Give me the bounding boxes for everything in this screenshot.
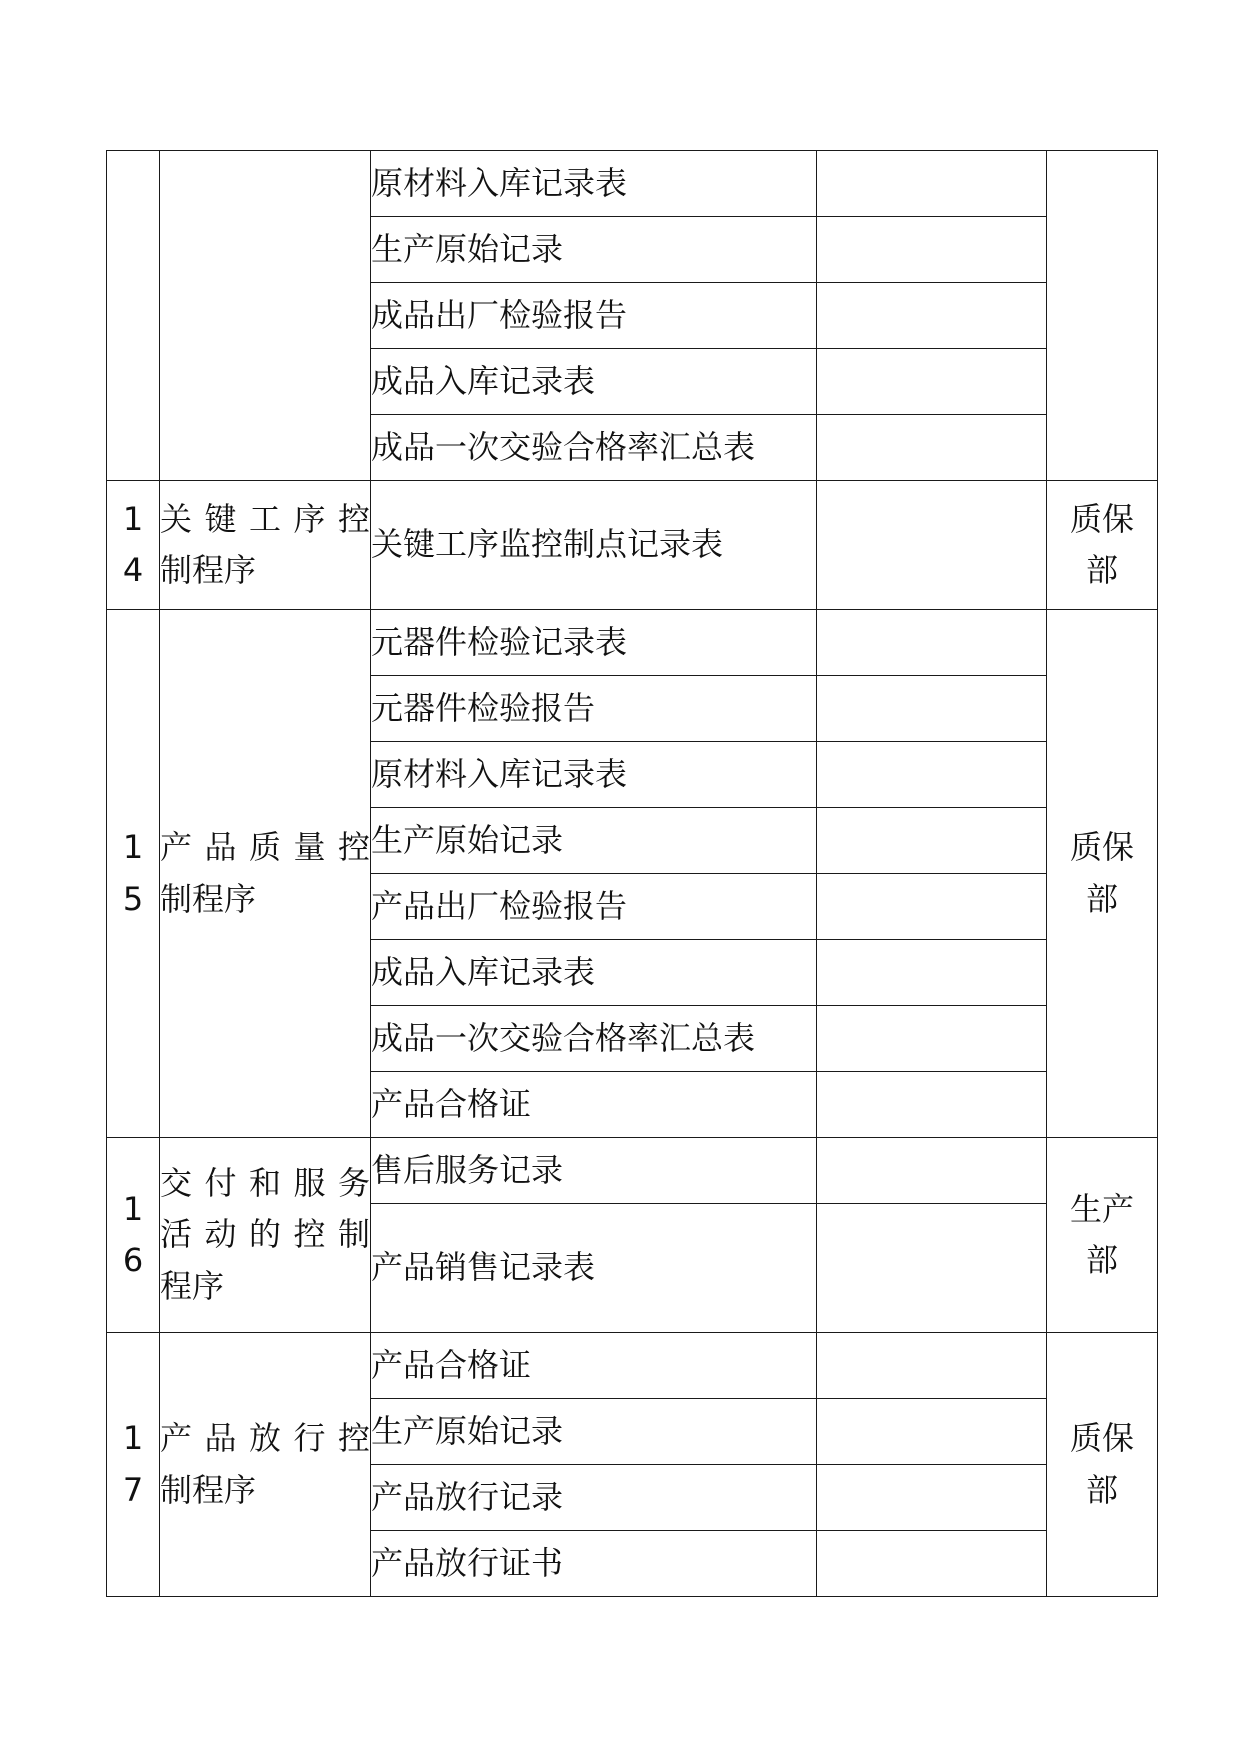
blank-cell <box>817 217 1047 283</box>
procedure-name <box>160 610 371 1138</box>
blank-cell <box>817 940 1047 1006</box>
record-name: 原材料入库记录表 <box>371 151 817 217</box>
blank-cell <box>817 1531 1047 1597</box>
blank-cell <box>817 151 1047 217</box>
blank-cell <box>817 610 1047 676</box>
record-name: 成品一次交验合格率汇总表 <box>371 415 817 481</box>
blank-cell <box>817 1399 1047 1465</box>
procedure-name <box>160 1138 371 1333</box>
blank-cell <box>817 481 1047 610</box>
procedure-line: 活动的控制 <box>160 1215 370 1254</box>
procedure-line: 制程序 <box>160 879 257 918</box>
blank-cell <box>817 1006 1047 1072</box>
record-name: 成品一次交验合格率汇总表 <box>371 1006 817 1072</box>
record-name: 售后服务记录 <box>371 1138 817 1204</box>
responsible-dept <box>1047 151 1158 481</box>
record-name: 产品销售记录表 <box>371 1204 817 1333</box>
table-row <box>107 610 1158 676</box>
blank-cell <box>817 742 1047 808</box>
procedure-line: 制程序 <box>160 1470 257 1509</box>
record-name: 生产原始记录 <box>371 217 817 283</box>
responsible-dept: 质保 部 <box>1047 610 1158 1138</box>
record-name: 产品合格证 <box>371 1072 817 1138</box>
blank-cell <box>817 676 1047 742</box>
table-row <box>107 1333 1158 1399</box>
record-name: 产品合格证 <box>371 1333 817 1399</box>
procedure-name <box>160 151 371 481</box>
records-table <box>106 150 1158 1597</box>
responsible-dept: 生产 部 <box>1047 1138 1158 1333</box>
record-name: 生产原始记录 <box>371 1399 817 1465</box>
item-number: 1 4 <box>107 481 160 610</box>
blank-cell <box>817 874 1047 940</box>
blank-cell <box>817 1204 1047 1333</box>
blank-cell <box>817 1465 1047 1531</box>
item-number: 1 7 <box>107 1333 160 1597</box>
blank-cell <box>817 283 1047 349</box>
procedure-line: 程序 <box>160 1266 225 1305</box>
record-name: 关键工序监控制点记录表 <box>371 481 817 610</box>
procedure-line: 制程序 <box>160 551 257 589</box>
record-name: 元器件检验记录表 <box>371 610 817 676</box>
procedure-name <box>160 1333 371 1597</box>
procedure-line: 产品质量控 <box>160 828 370 867</box>
record-name: 生产原始记录 <box>371 808 817 874</box>
record-name: 产品出厂检验报告 <box>371 874 817 940</box>
procedure-line: 交付和服务 <box>160 1164 370 1203</box>
procedure-line: 关键工序控 <box>160 499 370 538</box>
record-name: 原材料入库记录表 <box>371 742 817 808</box>
record-name: 成品入库记录表 <box>371 349 817 415</box>
record-name: 产品放行记录 <box>371 1465 817 1531</box>
blank-cell <box>817 808 1047 874</box>
record-name: 产品放行证书 <box>371 1531 817 1597</box>
item-number: 1 6 <box>107 1138 160 1333</box>
table-row <box>107 1138 1158 1204</box>
procedure-line: 产品放行控 <box>160 1419 370 1458</box>
responsible-dept: 质保 部 <box>1047 481 1158 610</box>
procedure-name <box>160 481 371 610</box>
record-name: 成品出厂检验报告 <box>371 283 817 349</box>
blank-cell <box>817 349 1047 415</box>
blank-cell <box>817 1138 1047 1204</box>
item-number: 1 5 <box>107 610 160 1138</box>
blank-cell <box>817 1333 1047 1399</box>
blank-cell <box>817 1072 1047 1138</box>
blank-cell <box>817 415 1047 481</box>
table-row <box>107 151 1158 217</box>
record-name: 元器件检验报告 <box>371 676 817 742</box>
record-name: 成品入库记录表 <box>371 940 817 1006</box>
responsible-dept: 质保 部 <box>1047 1333 1158 1597</box>
table-row <box>107 481 1158 610</box>
item-number <box>107 151 160 481</box>
